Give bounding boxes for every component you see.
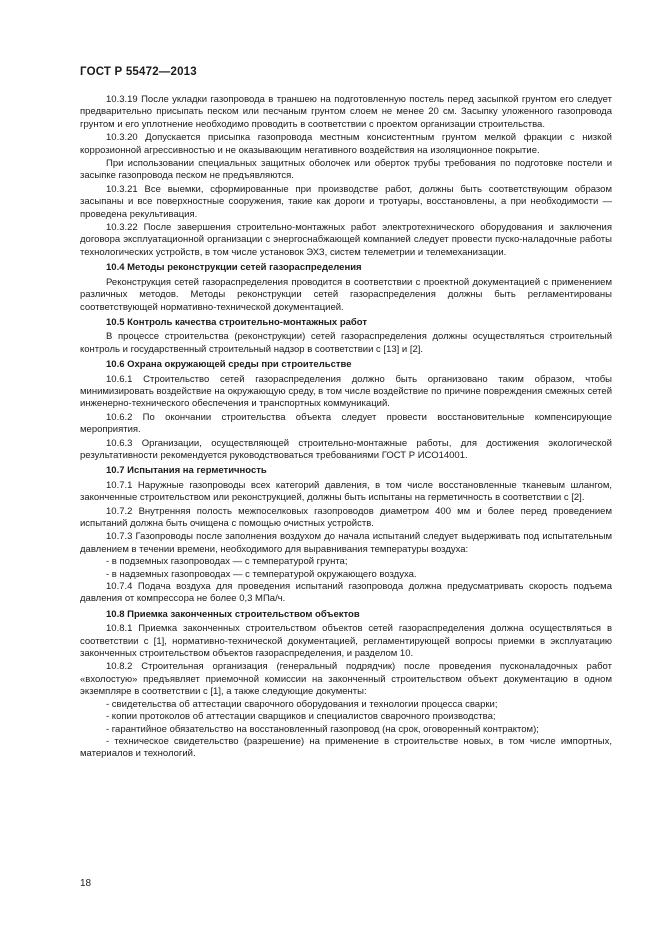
paragraph-10-4: Реконструкция сетей газораспределения проводится в соответствии с проектной документацией с применением различных методов. Методы реконструкции сетей газораспределения должны быть регламентированы соответствующей нормативно-технической документацией. [80, 276, 612, 313]
paragraph-10-6-3: 10.6.3 Организации, осуществляющей строительно-монтажные работы, для достижения экологической результативности рекомендуется руководствоваться требованиями ГОСТ Р ИСО14001. [80, 437, 612, 461]
list-item: - копии протоколов об аттестации сварщиков и специалистов сварочного производства; [106, 711, 496, 723]
section-heading-10-4: 10.4 Методы реконструкции сетей газораспределения [106, 262, 362, 274]
section-heading-10-6: 10.6 Охрана окружающей среды при строительстве [106, 359, 352, 371]
list-item: - гарантийное обязательство на восстановленный газопровод (на срок, оговоренный контрактом); [106, 723, 539, 735]
paragraph-10-3-19: 10.3.19 После укладки газопровода в траншею на подготовленную постель перед засыпкой грунтом его следует предварительно присыпать песком или песчаным грунтом слоем не менее 20 см. Засыпку уложенного газопровода грунтом и его уплотнение необходимо проводить в соответствии с проектом организации строительства. [80, 94, 612, 130]
paragraph-10-8-2: 10.8.2 Строительная организация (генеральный подрядчик) после проведения пусконаладочных работ «вхолостую» предъявляет приемочной комиссии на законченный строительством объект документацию в одном экземпляре в соответствии с [1], а также следующие документы: [80, 661, 612, 698]
paragraph-protective-shells: При использовании специальных защитных оболочек или оберток трубы требования по подготовке постели и засыпке газопровода песком не предъявляются. [80, 158, 612, 182]
paragraph-10-7-4: 10.7.4 Подача воздуха для проведения испытаний газопровода должна предусматривать скорость подъема давления от компрессора не более 0,3 МПа/ч. [80, 581, 612, 605]
list-item: - в надземных газопроводах — с температурой окружающего воздуха. [106, 568, 417, 580]
paragraph-10-3-22: 10.3.22 После завершения строительно-монтажных работ электротехнического оборудования и заключения договора эксплуатационной организации с энергоснабжающей компанией следует провести пуско-наладочные работы технологических устройств, в том числе установок ЭХЗ, систем телеметрии и телемеханизации. [80, 222, 612, 258]
document-body [80, 94, 612, 761]
page-number: 18 [80, 878, 92, 889]
list-item: - в подземных газопроводах — с температурой грунта; [106, 556, 348, 568]
list-item: - свидетельства об аттестации сварочного оборудования и технологии процесса сварки; [106, 698, 498, 710]
paragraph-10-7-2: 10.7.2 Внутренняя полость межпоселковых газопроводов диаметром 400 мм и более перед проведением испытаний должна быть очищена с помощью очистных устройств. [80, 505, 612, 529]
section-heading-10-8: 10.8 Приемка законченных строительством объектов [106, 608, 360, 620]
paragraph-10-7-3: 10.7.3 Газопроводы после заполнения воздухом до начала испытаний следует выдерживать под испытательным давлением в течении времени, необходимого для выравнивания температуры воздуха: [80, 531, 612, 555]
paragraph-10-3-21: 10.3.21 Все выемки, сформированные при производстве работ, должны быть соответствующим образом засыпаны и все поверхностные сооружения, такие как дороги и тротуары, восстановлены, а при необходимости — проведена рекультивация. [80, 183, 612, 220]
paragraph-10-6-1: 10.6.1 Строительство сетей газораспределения должно быть организовано таким образом, чтобы минимизировать воздействие на окружающую среду, в том числе воздействие по причине повреждения смежных сетей инженерно-технического обеспечения и транспортных коммуникаций. [80, 373, 612, 410]
paragraph-10-3-20: 10.3.20 Допускается присыпка газопровода местным консистентным грунтом мелкой фракции с низкой коррозионной агрессивностью и не оказывающим негативного воздействия на изоляционное покрытие. [80, 132, 612, 156]
section-heading-10-5: 10.5 Контроль качества строительно-монтажных работ [106, 316, 368, 328]
paragraph-10-6-2: 10.6.2 По окончании строительства объекта следует провести восстановительные компенсирующие мероприятия. [80, 411, 612, 436]
paragraph-10-8-1: 10.8.1 Приемка законченных строительством объектов сетей газораспределения должна осуществляться в соответствии с [1], нормативно-технической документацией, регламентирующей вопросы приемки в эксплуатацию законченных строительством объектов газораспределения, и разделом 10. [80, 623, 612, 660]
document-header: ГОСТ Р 55472—2013 [80, 66, 197, 78]
list-10-7-3 [80, 556, 612, 581]
section-heading-10-7: 10.7 Испытания на герметичность [106, 465, 267, 477]
paragraph-10-5: В процессе строительства (реконструкции) сетей газораспределения должны осуществляться строительный контроль и государственный строительный надзор в соответствии с [13] и [2]. [80, 331, 612, 355]
paragraph-10-7-1: 10.7.1 Наружные газопроводы всех категорий давления, в том числе восстановленные тканевым шлангом, законченные строительством или реконструкцией, должны быть испытаны на герметичность в соответствии с [2]. [80, 479, 612, 504]
list-item: - техническое свидетельство (разрешение) на применение в строительстве новых, в том числе импортных, материалов и технологий. [80, 735, 612, 760]
list-10-8-2 [80, 699, 612, 761]
